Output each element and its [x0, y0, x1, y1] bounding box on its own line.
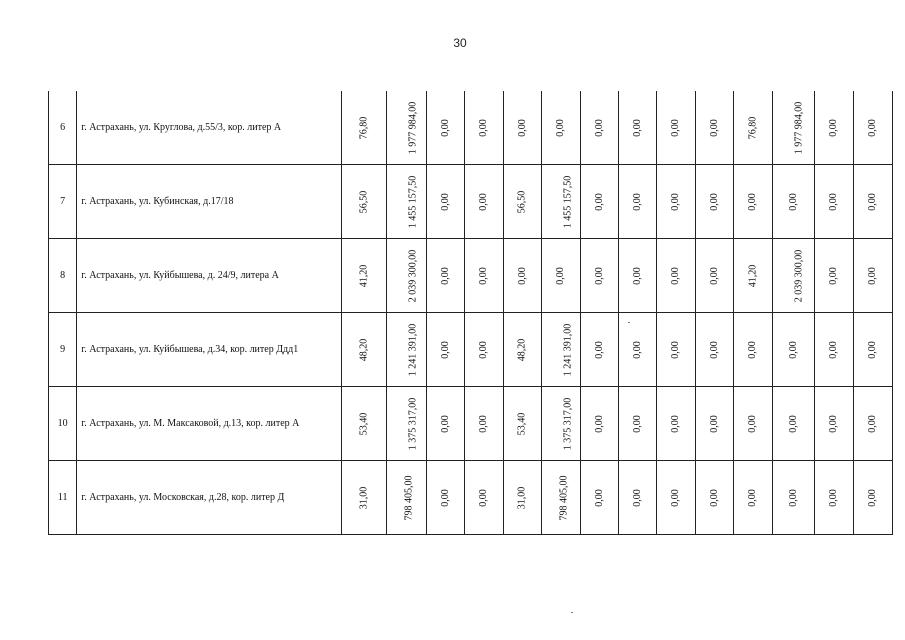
table-row	[49, 387, 893, 461]
value-text: 0,00	[787, 192, 799, 211]
value-cell	[657, 91, 695, 165]
value-text: 0,00	[670, 192, 682, 211]
value-text: 56,50	[357, 190, 369, 213]
value-cell	[465, 239, 503, 313]
value-cell	[619, 387, 657, 461]
value-cell	[772, 165, 814, 239]
value-cell	[542, 239, 580, 313]
value-cell	[619, 165, 657, 239]
value-cell	[580, 313, 618, 387]
value-cell	[695, 461, 733, 535]
address-cell: г. Астрахань, ул. Куйбышева, д. 24/9, литера А	[77, 239, 342, 313]
value-cell	[815, 165, 853, 239]
value-cell	[580, 461, 618, 535]
value-text: 0,00	[439, 488, 451, 507]
address-cell: г. Астрахань, ул. М. Максаковой, д.13, кор. литер А	[77, 387, 342, 461]
value-text: 0,00	[866, 488, 878, 507]
value-text: 0,00	[827, 488, 839, 507]
value-cell	[619, 461, 657, 535]
value-text: 0,00	[554, 266, 566, 285]
value-cell	[853, 313, 893, 387]
value-text: 0,00	[787, 340, 799, 359]
value-cell	[695, 239, 733, 313]
value-cell	[772, 387, 814, 461]
value-text: 1 455 157,50	[562, 175, 574, 228]
value-cell	[503, 313, 541, 387]
address-cell: г. Астрахань, ул. Кубинская, д.17/18	[77, 165, 342, 239]
value-text: 41,20	[357, 264, 369, 287]
value-cell	[853, 239, 893, 313]
value-text: 1 375 317,00	[562, 397, 574, 450]
value-cell	[853, 91, 893, 165]
value-text: 0,00	[439, 414, 451, 433]
value-cell	[503, 387, 541, 461]
scan-speck	[571, 612, 573, 613]
value-text: 0,00	[670, 118, 682, 137]
row-number-cell: 11	[49, 461, 77, 535]
value-text: 0,00	[516, 118, 528, 137]
value-text: 0,00	[631, 118, 643, 137]
value-cell	[580, 165, 618, 239]
value-text: 0,00	[708, 118, 720, 137]
value-text: 0,00	[827, 118, 839, 137]
value-text: 0,00	[670, 488, 682, 507]
value-cell	[465, 91, 503, 165]
table-row	[49, 165, 893, 239]
value-cell	[695, 165, 733, 239]
value-text: 0,00	[439, 266, 451, 285]
table-row	[49, 461, 893, 535]
value-text: 0,00	[593, 340, 605, 359]
value-cell	[619, 239, 657, 313]
value-cell	[342, 387, 386, 461]
value-cell	[503, 91, 541, 165]
value-text: 0,00	[827, 192, 839, 211]
address-cell: г. Астрахань, ул. Московская, д.28, кор. литер Д	[77, 461, 342, 535]
value-cell	[657, 387, 695, 461]
value-cell	[734, 91, 772, 165]
value-text: 0,00	[631, 340, 643, 359]
value-text: 1 977 984,00	[406, 101, 418, 154]
address-cell: г. Астрахань, ул. Куйбышева, д.34, кор. литер Ддд1	[77, 313, 342, 387]
value-text: 53,40	[357, 412, 369, 435]
value-text: 0,00	[866, 118, 878, 137]
value-text: 0,00	[593, 192, 605, 211]
value-cell	[695, 91, 733, 165]
value-text: 56,50	[516, 190, 528, 213]
value-text: 0,00	[631, 414, 643, 433]
value-cell	[695, 387, 733, 461]
value-text: 1 977 984,00	[792, 101, 804, 154]
value-text: 0,00	[478, 414, 490, 433]
value-text: 0,00	[866, 192, 878, 211]
value-text: 48,20	[357, 338, 369, 361]
value-text: 0,00	[478, 340, 490, 359]
value-cell	[657, 165, 695, 239]
value-cell	[427, 313, 465, 387]
value-cell	[342, 239, 386, 313]
value-text: 0,00	[478, 266, 490, 285]
value-cell	[342, 165, 386, 239]
value-cell	[695, 313, 733, 387]
value-cell	[386, 165, 426, 239]
value-cell	[853, 461, 893, 535]
value-text: 76,80	[357, 116, 369, 139]
value-cell	[772, 239, 814, 313]
value-text: 41,20	[746, 264, 758, 287]
value-text: 0,00	[593, 488, 605, 507]
value-text: 0,00	[439, 192, 451, 211]
table-body	[49, 91, 893, 535]
row-number-cell: 7	[49, 165, 77, 239]
value-text: 0,00	[670, 340, 682, 359]
value-cell	[386, 91, 426, 165]
row-number-cell: 10	[49, 387, 77, 461]
value-text: 0,00	[746, 414, 758, 433]
value-cell	[580, 239, 618, 313]
value-text: 1 375 317,00	[406, 397, 418, 450]
value-text: 0,00	[708, 488, 720, 507]
value-text: 0,00	[827, 266, 839, 285]
row-number-cell: 9	[49, 313, 77, 387]
value-cell	[427, 387, 465, 461]
value-text: 2 039 300,00	[792, 249, 804, 302]
value-cell	[386, 239, 426, 313]
value-cell	[427, 239, 465, 313]
value-text: 0,00	[631, 266, 643, 285]
value-cell	[815, 313, 853, 387]
value-text: 0,00	[746, 340, 758, 359]
value-cell	[503, 461, 541, 535]
value-cell	[619, 313, 657, 387]
value-cell	[542, 165, 580, 239]
row-number-cell: 6	[49, 91, 77, 165]
value-cell	[465, 461, 503, 535]
table-row	[49, 91, 893, 165]
value-text: 0,00	[787, 488, 799, 507]
value-cell	[815, 239, 853, 313]
value-cell	[542, 461, 580, 535]
value-text: 76,80	[746, 116, 758, 139]
value-cell	[342, 313, 386, 387]
address-cell: г. Астрахань, ул. Круглова, д.55/3, кор. литер А	[77, 91, 342, 165]
value-cell	[503, 239, 541, 313]
value-cell	[772, 313, 814, 387]
value-cell	[427, 165, 465, 239]
value-cell	[734, 165, 772, 239]
value-text: 0,00	[554, 118, 566, 137]
value-text: 0,00	[593, 118, 605, 137]
value-cell	[619, 91, 657, 165]
value-text: 0,00	[670, 414, 682, 433]
value-text: 31,00	[357, 486, 369, 509]
value-cell	[503, 165, 541, 239]
value-cell	[815, 387, 853, 461]
value-text: 53,40	[516, 412, 528, 435]
value-text: 0,00	[708, 340, 720, 359]
value-cell	[772, 91, 814, 165]
value-text: 0,00	[866, 266, 878, 285]
value-text: 0,00	[746, 488, 758, 507]
value-text: 0,00	[593, 266, 605, 285]
value-text: 1 241 391,00	[406, 323, 418, 376]
page-number: 30	[453, 36, 467, 50]
value-text: 0,00	[708, 414, 720, 433]
value-cell	[542, 387, 580, 461]
value-text: 48,20	[516, 338, 528, 361]
value-cell	[657, 313, 695, 387]
table-row	[49, 313, 893, 387]
value-text: 0,00	[478, 118, 490, 137]
value-text: 0,00	[439, 340, 451, 359]
value-cell	[734, 461, 772, 535]
value-text: 0,00	[478, 192, 490, 211]
value-cell	[465, 313, 503, 387]
value-text: 0,00	[746, 192, 758, 211]
value-cell	[386, 387, 426, 461]
value-text: 0,00	[787, 414, 799, 433]
value-cell	[657, 239, 695, 313]
value-cell	[772, 461, 814, 535]
value-cell	[853, 387, 893, 461]
value-cell	[734, 387, 772, 461]
value-text: 0,00	[631, 192, 643, 211]
value-cell	[657, 461, 695, 535]
value-text: 0,00	[708, 266, 720, 285]
value-cell	[542, 91, 580, 165]
value-cell	[580, 387, 618, 461]
scan-speck	[628, 322, 630, 323]
value-cell	[427, 461, 465, 535]
value-cell	[815, 91, 853, 165]
row-number-cell: 8	[49, 239, 77, 313]
value-cell	[734, 313, 772, 387]
value-text: 2 039 300,00	[406, 249, 418, 302]
value-text: 0,00	[439, 118, 451, 137]
value-cell	[542, 313, 580, 387]
value-cell	[386, 461, 426, 535]
value-cell	[580, 91, 618, 165]
value-text: 0,00	[631, 488, 643, 507]
value-text: 0,00	[866, 414, 878, 433]
value-text: 1 241 391,00	[562, 323, 574, 376]
value-text: 0,00	[827, 340, 839, 359]
value-text: 798 405,00	[403, 475, 415, 520]
value-cell	[853, 165, 893, 239]
value-text: 0,00	[478, 488, 490, 507]
value-text: 0,00	[866, 340, 878, 359]
value-text: 0,00	[827, 414, 839, 433]
value-cell	[342, 461, 386, 535]
value-cell	[386, 313, 426, 387]
value-text: 1 455 157,50	[406, 175, 418, 228]
value-text: 0,00	[708, 192, 720, 211]
value-cell	[734, 239, 772, 313]
value-text: 31,00	[516, 486, 528, 509]
table-row	[49, 239, 893, 313]
value-cell	[342, 91, 386, 165]
housing-registry-table	[48, 91, 893, 535]
value-text: 0,00	[593, 414, 605, 433]
value-text: 0,00	[670, 266, 682, 285]
value-cell	[465, 165, 503, 239]
value-text: 798 405,00	[558, 475, 570, 520]
value-cell	[427, 91, 465, 165]
value-cell	[815, 461, 853, 535]
value-text: 0,00	[516, 266, 528, 285]
value-cell	[465, 387, 503, 461]
